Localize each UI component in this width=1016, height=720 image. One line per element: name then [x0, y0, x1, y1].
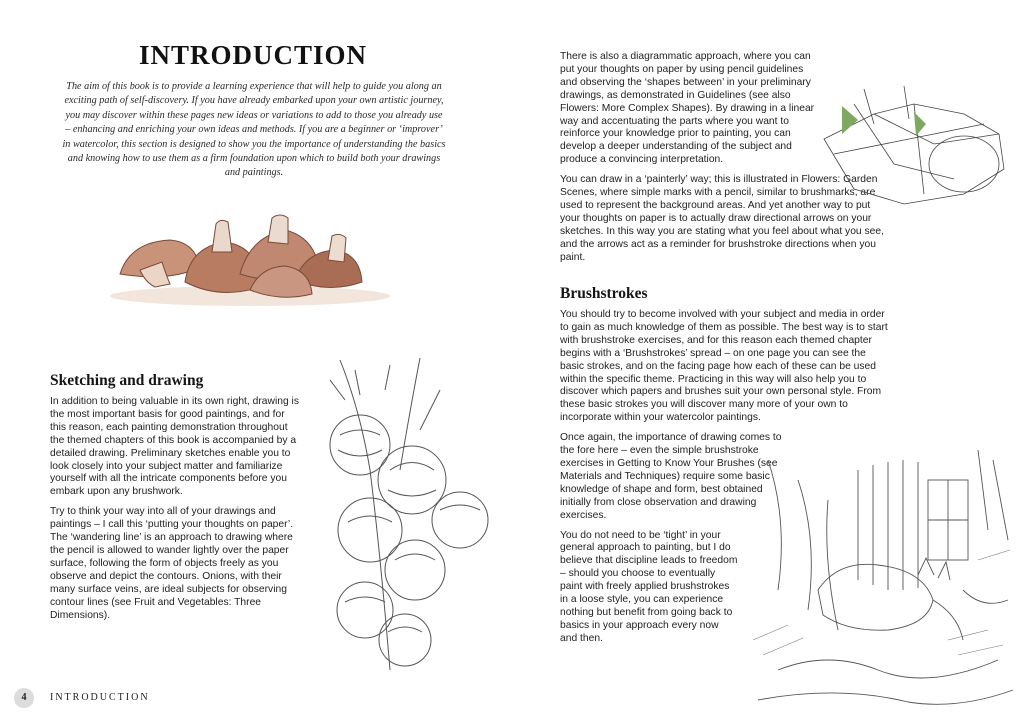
intro-paragraph: The aim of this book is to provide a learning experience that will help to guide you along an exciting path of self-discovery. If you have already embarked upon your own artistic journey, you may discover within these pages new ideas or variations to add to those you already use – enhancing and enriching your own ideas and methods. If you are a beginner or ‘improver’ in watercolor, this section is designed to show you the importance of understanding the basics and knowing how to use them as a firm foundation upon which to build both your drawings and paintings. — [62, 81, 446, 179]
onion-string-drawing — [300, 350, 500, 680]
sketching-heading: Sketching and drawing — [50, 372, 204, 389]
diagrammatic-sketch — [814, 84, 1014, 209]
sketching-paragraph-1: In addition to being valuable in its own right, drawing is the most important basis for good paintings, and for this reason, each painting demonstration throughout the themed chapters of this book is accompanied by a detailed drawing. Preliminary sketches enable you to look closely into your subject matter and familiarize yourself with all the intricate components before you embark upon any brushwork. — [50, 396, 299, 498]
running-head: INTRODUCTION — [50, 692, 150, 703]
cat-garden-sketch — [748, 440, 1016, 720]
sketching-text — [50, 396, 302, 629]
diagrammatic-paragraph: There is also a diagrammatic approach, where you can put your thoughts on paper by using pencil guidelines and observing the ‘shapes between’ in your preliminary drawings, as demonstrated in Guidelines (see also Flowers: More Complex Shapes). By drawing in a linear way and accentuating the parts where you want to reinforce your knowledge prior to painting, you can develop a deeper understanding of the subject and produce a convincing interpretation. — [560, 51, 815, 166]
brushstrokes-paragraph-1: You should try to become involved with your subject and media in order to gain as much knowledge of them as possible. The best way is to start with brushstroke exercises, and for this reason each themed chapter begins with a ‘Brushstrokes’ spread – on one page you can see the basic strokes, and on the facing page how each of these can be used within the specific theme. Practicing in this way will also help you to discover which papers and brushes suit your own personal style. From these basic strokes you will discover many more of your own to incorporate within your watercolor paintings. — [560, 309, 888, 424]
brushstrokes-heading: Brushstrokes — [560, 285, 648, 302]
brushstrokes-paragraph-3: You do not need to be ‘tight’ in your general approach to painting, but I do believe that discipline leads to freedom – should you choose to eventually paint with freely applied brushstrokes in a loose style, you can experience nothing but benefit from going back to basics in your approach every now and then. — [560, 529, 738, 644]
mushroom-illustration — [100, 212, 390, 312]
page-number: 4 — [14, 688, 34, 708]
brushstrokes-paragraph-2: Once again, the importance of drawing comes to the fore here – even the simple brushstroke exercises in Getting to Know Your Brushes (see Materials and Techniques) require some basic knowledge of shape and form, best obtained initially from close observation and drawing exercises. — [560, 432, 782, 521]
page-title: INTRODUCTION — [138, 40, 368, 70]
sketching-paragraph-2: Try to think your way into all of your drawings and paintings – I call this ‘putting your thoughts on paper’. The ‘wandering line’ is an approach to drawing where the pencil is allowed to wander lightly over the paper surface, following the form of objects freely as you observe and depict the contours. Onions, with their many surface veins, are ideal subjects for observing contour lines (see Fruit and Vegetables: Three Dimensions). — [50, 506, 294, 621]
painterly-paragraph: You can draw in a ‘painterly’ way; this is illustrated in Flowers: Garden Scenes, where simple marks with a pencil, similar to brushmarks, are used to represent the background areas. And yet another way to put your thoughts on paper is to actually draw directional arrows on your sketches. In this way you are stating what you feel about what you see, and the arrows act as a reminder for brushstroke directions when you paint. — [560, 174, 884, 263]
